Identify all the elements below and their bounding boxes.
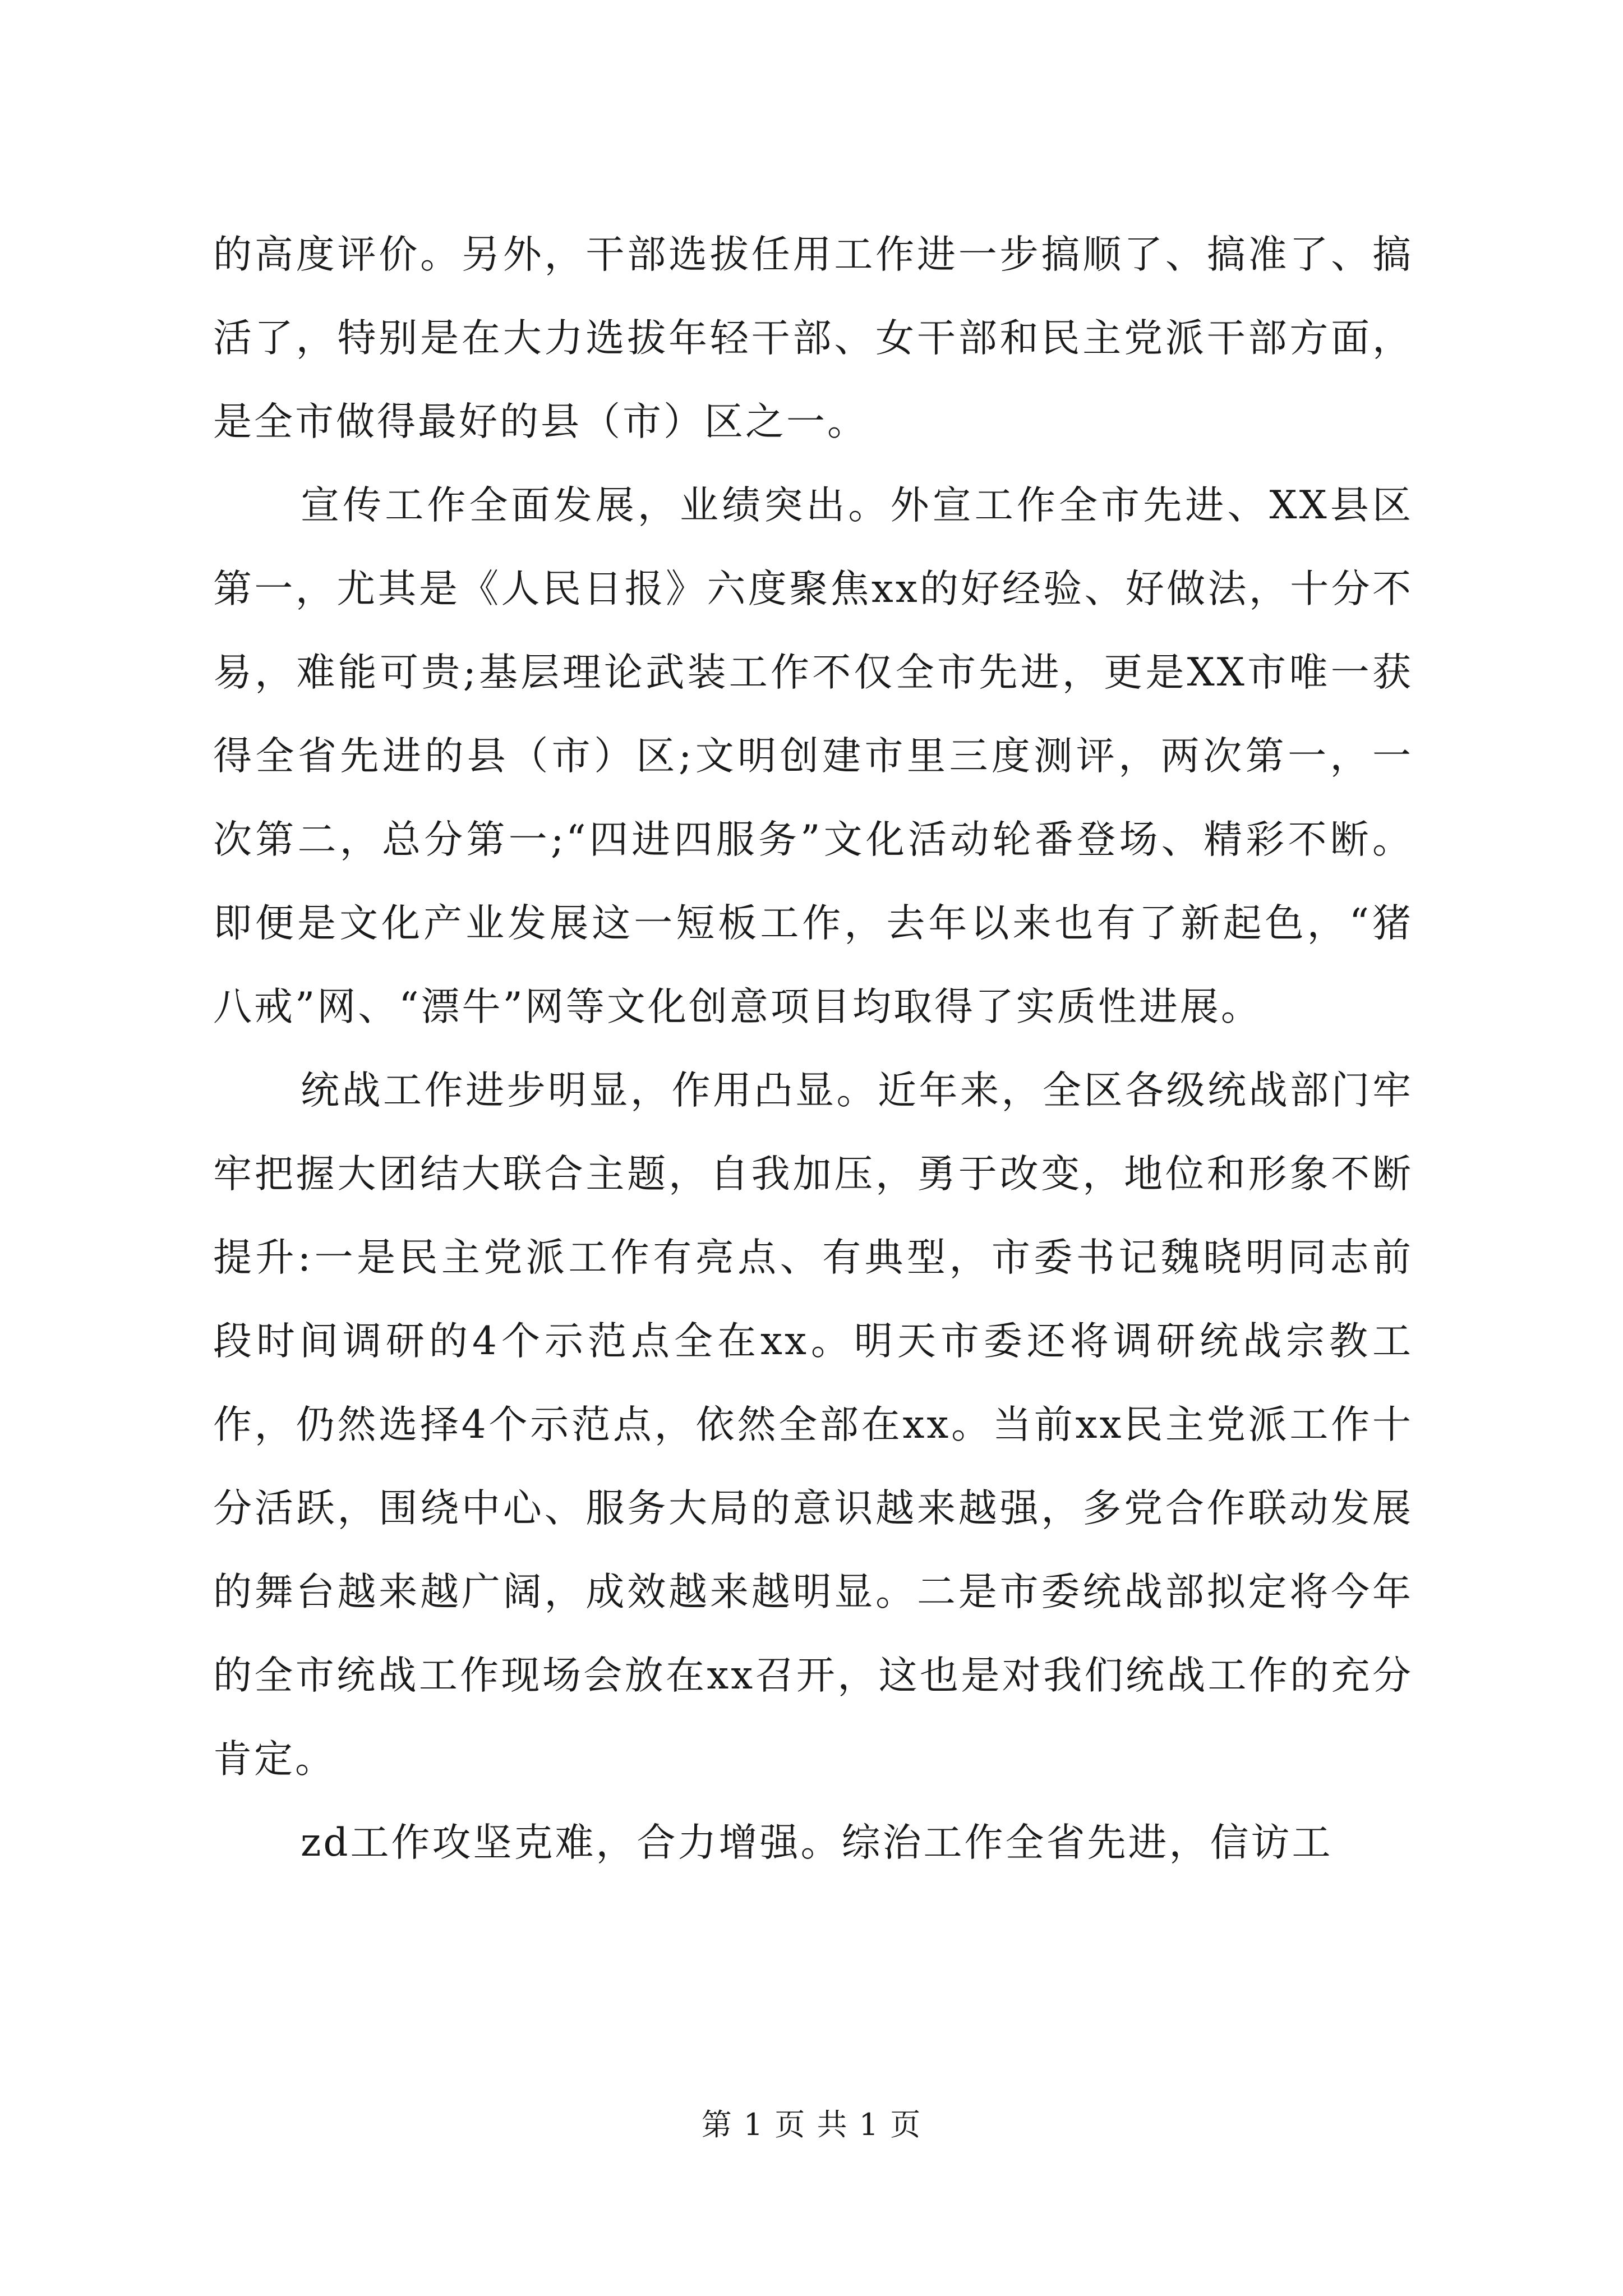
document-body [213,213,1413,1885]
paragraph-united-front-work: 统战工作进步明显，作用凸显。近年来，全区各级统战部门牢牢把握大团结大联合主题，自我加压，勇于改变，地位和形象不断提升:一是民主党派工作有亮点、有典型，市委书记魏晓明同志前段时间调研的4个示范点全在xx。明天市委还将调研统战宗教工作，仍然选择4个示范点，依然全部在xx。当前xx民主党派工作十分活跃，围绕中心、服务大局的意识越来越强，多党合作联动发展的舞台越来越广阔，成效越来越明显。二是市委统战部拟定将今年的全市统战工作现场会放在xx召开，这也是对我们统战工作的充分肯定。 [213,1068,1413,1782]
paragraph-continuation: 的高度评价。另外，干部选拔任用工作进一步搞顺了、搞准了、搞活了，特别是在大力选拔年轻干部、女干部和民主党派干部方面，是全市做得最好的县（市）区之一。 [213,232,1413,444]
page-footer: 第 1 页 共 1 页 [701,2107,922,2142]
paragraph-zd-work: zd工作攻坚克难，合力增强。综治工作全省先进，信访工 [301,1820,1333,1865]
paragraph-publicity-work: 宣传工作全面发展，业绩突出。外宣工作全市先进、XX县区第一，尤其是《人民日报》六度聚焦xx的好经验、好做法，十分不易，难能可贵;基层理论武装工作不仅全市先进，更是XX市唯一获得全省先进的县（市）区;文明创建市里三度测评，两次第一，一次第二，总分第一;“四进四服务”文化活动轮番登场、精彩不断。即便是文化产业发展这一短板工作，去年以来也有了新起色，“猪八戒”网、“漂牛”网等文化创意项目均取得了实质性进展。 [213,483,1413,1029]
